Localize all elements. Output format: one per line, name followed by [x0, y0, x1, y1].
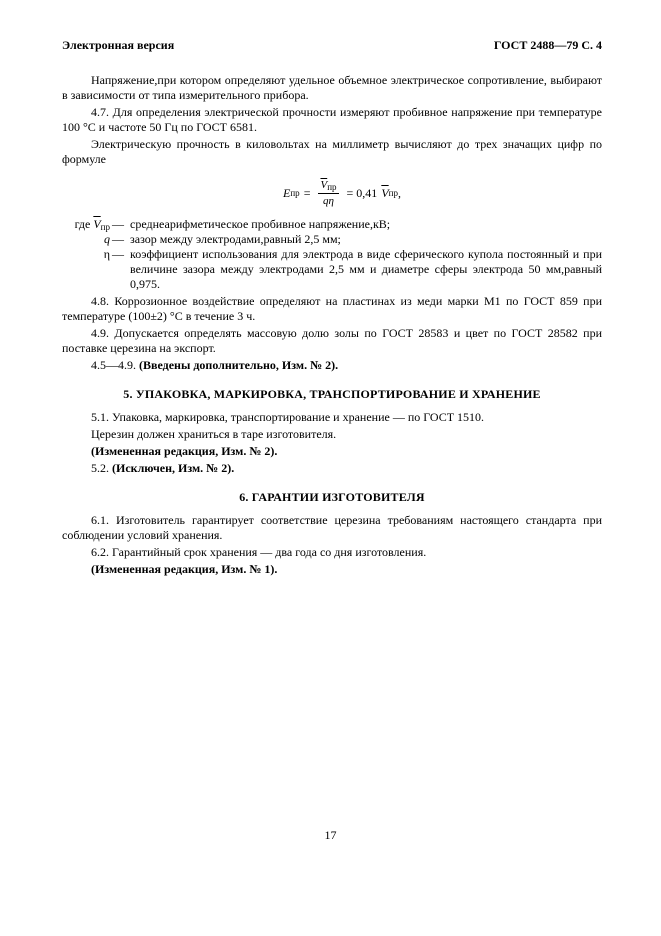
- paragraph-4-8: 4.8. Коррозионное воздействие определяют на пластинах из меди марки М1 по ГОСТ 859 при температуре (100±2) °С в течение 3 ч.: [62, 294, 602, 323]
- formula-fraction: [318, 178, 338, 209]
- paragraph-4-9: 4.9. Допускается определять массовую долю золы по ГОСТ 28583 и цвет по ГОСТ 28582 при поставке церезина на экспорт.: [62, 326, 602, 355]
- formula: E пр = $\frac{\overline{V}_{пр}}{q\eta}$ = 0,41 $\overline{V}$ пр ,: [283, 178, 401, 207]
- page-number: 17: [324, 828, 337, 842]
- formula-lhs: E: [283, 185, 291, 200]
- formula-numerator: [318, 178, 338, 194]
- paragraph-6-2: 6.2. Гарантийный срок хранения — два года со дня изготовления.: [91, 545, 427, 559]
- formula-rhs-var: $\overline{V}$: [381, 185, 389, 200]
- amendment-note: (Введены дополнительно, Изм. № 2).: [139, 358, 339, 372]
- amendment-note: (Исключен, Изм. № 2).: [112, 461, 235, 475]
- document-page: [62, 38, 602, 579]
- paragraph-5-2: 5.2. (Исключен, Изм. № 2).: [91, 461, 235, 475]
- amendment-note: (Измененная редакция, Изм. № 1).: [91, 562, 278, 576]
- paragraph-6-1: 6.1. Изготовитель гарантирует соответствие церезина требованиям настоящего стандарта при соблюдении условий хранения.: [62, 513, 602, 542]
- where-desc: коэффициент использования для электрода в виде сферического купола постоянный и при величине зазора между электродами 2,5 мм и диаметре сферы электрода 50 мм,равный 0,975.: [130, 247, 602, 291]
- formula-denominator: qη: [323, 194, 334, 207]
- formula-rhs: = 0,41: [346, 185, 378, 200]
- paragraph-5-1-storage: Церезин должен храниться в таре изготовителя.: [91, 427, 337, 441]
- header-left: Электронная версия: [62, 38, 175, 52]
- where-desc: среднеарифметическое пробивное напряжение,кВ;: [130, 217, 391, 231]
- paragraph-voltage: Напряжение,при котором определяют удельное объемное электрическое сопротивление, выбирают в зависимости от типа измерительного прибора.: [62, 73, 602, 102]
- where-sym-q: q: [104, 232, 110, 246]
- page-content: [62, 73, 602, 577]
- formula-num-sub: пр: [327, 181, 337, 192]
- formula-num-var: $\overline{V}$: [320, 178, 328, 191]
- where-sym-v: где $\overline{V}_{пр}$: [74, 217, 110, 232]
- where-desc: зазор между электродами,равный 2,5 мм;: [130, 232, 341, 246]
- where-dash: —: [112, 247, 124, 261]
- where-dash: —: [112, 217, 124, 231]
- paragraph-5-1: 5.1. Упаковка, маркировка, транспортирование и хранение — по ГОСТ 1510.: [91, 410, 485, 424]
- section-5-title: 5. УПАКОВКА, МАРКИРОВКА, ТРАНСПОРТИРОВАНИЕ И ХРАНЕНИЕ: [123, 387, 541, 401]
- page-header: [62, 38, 602, 53]
- where-sym-eta: η: [103, 247, 110, 261]
- formula-eq: =: [303, 185, 311, 200]
- paragraph-4-7: 4.7. Для определения электрической прочности измеряют пробивное напряжение при температуре 100 °С и частоте 50 Гц по ГОСТ 6581.: [62, 105, 602, 134]
- paragraph-amendment: 4.5—4.9. (Введены дополнительно, Изм. № 2).: [91, 358, 339, 372]
- where-list: [62, 217, 602, 292]
- section-6-title: 6. ГАРАНТИИ ИЗГОТОВИТЕЛЯ: [239, 490, 425, 504]
- amendment-note: (Измененная редакция, Изм. № 2).: [91, 444, 278, 458]
- header-right: ГОСТ 2488—79 С. 4: [493, 38, 602, 52]
- where-lead: где: [74, 217, 91, 231]
- formula-comma: ,: [397, 185, 401, 200]
- where-dash: —: [112, 232, 124, 246]
- paragraph-strength: Электрическую прочность в киловольтах на миллиметр вычисляют до трех значащих цифр по формуле: [62, 137, 602, 166]
